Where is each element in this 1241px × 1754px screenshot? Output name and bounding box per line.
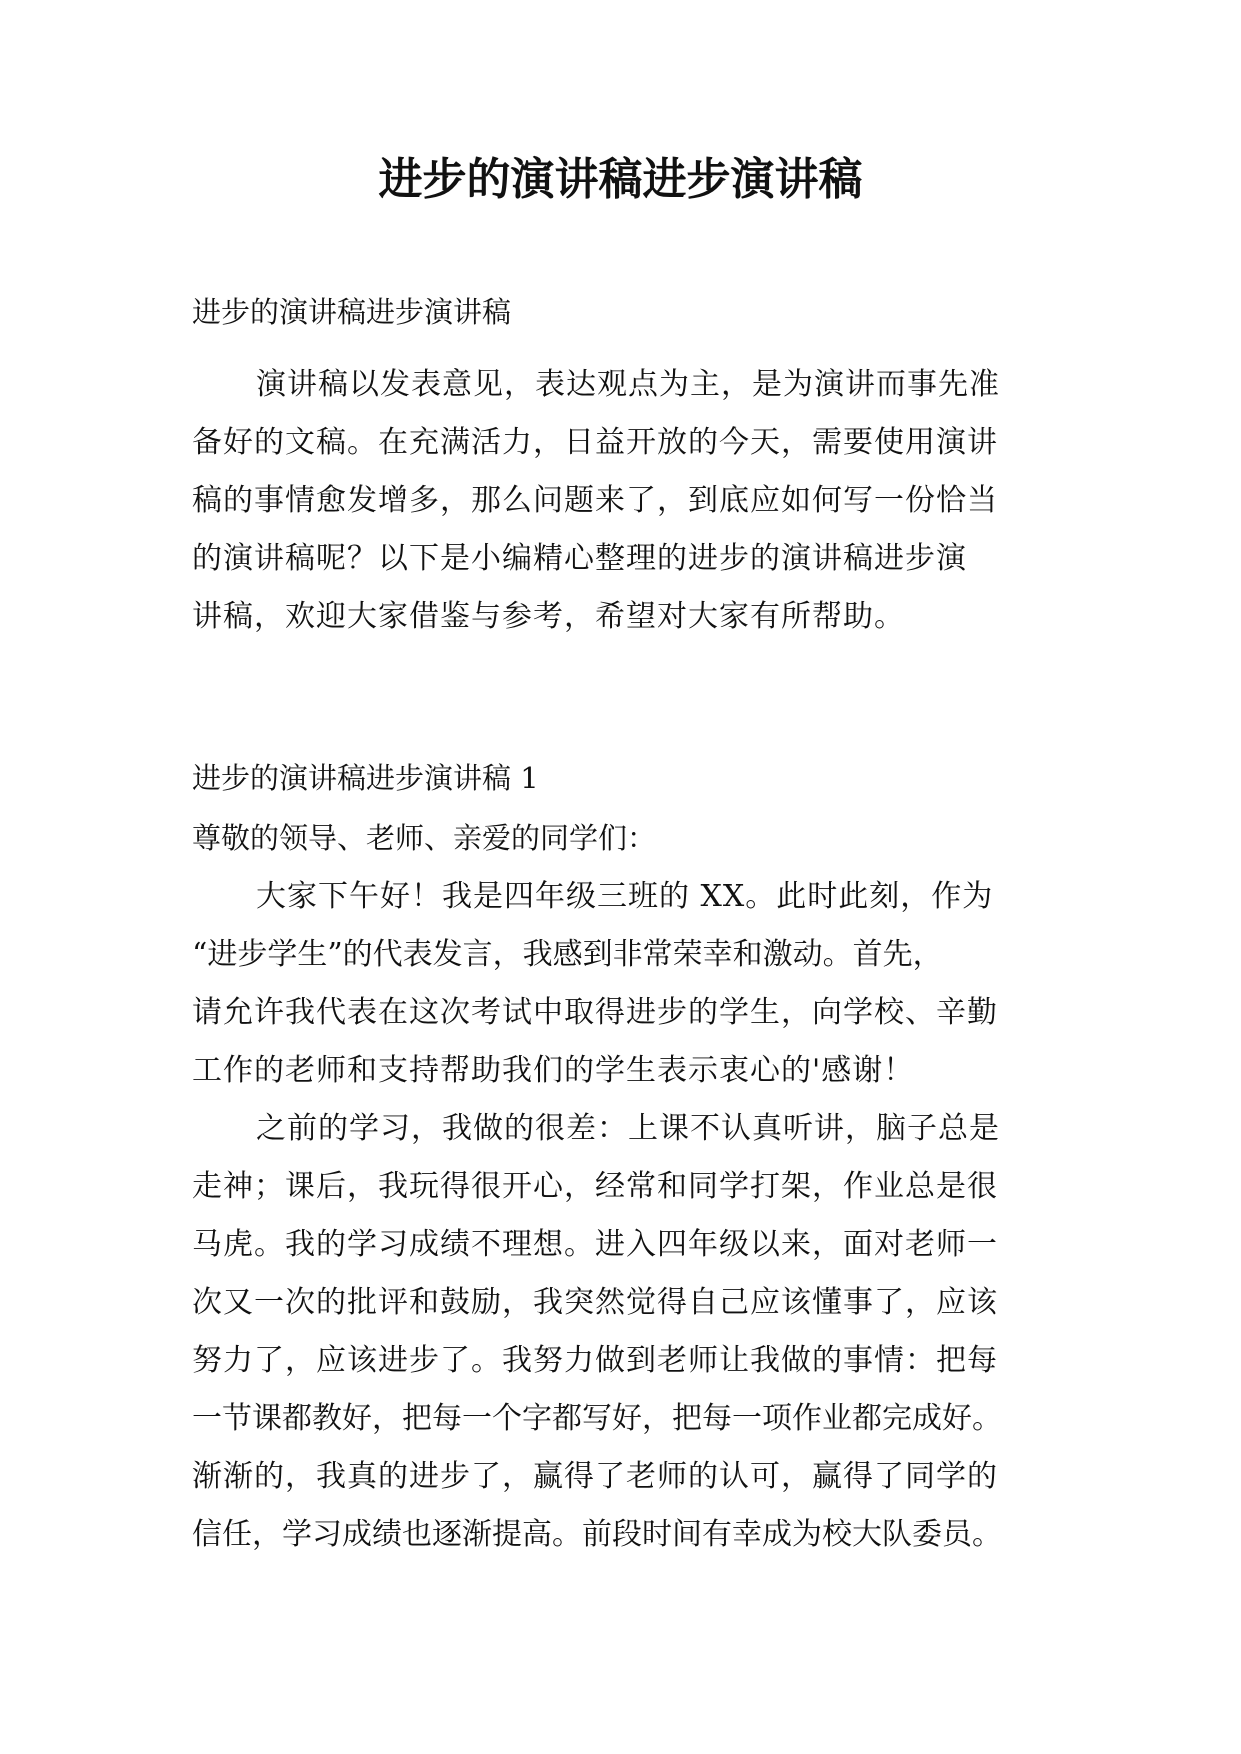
- paragraph-line: 一节课都教好，把每一个字都写好，把每一项作业都完成好。: [192, 1401, 1002, 1436]
- paragraph-line: 之前的学习，我做的很差：上课不认真听讲，脑子总是: [256, 1111, 1000, 1146]
- paragraph-line: 次又一次的批评和鼓励，我突然觉得自己应该懂事了，应该: [192, 1285, 998, 1320]
- paragraph-line: 马虎。我的学习成绩不理想。进入四年级以来，面对老师一: [192, 1227, 998, 1262]
- paragraph-line: 渐渐的，我真的进步了，赢得了老师的认可，赢得了同学的: [192, 1459, 998, 1494]
- paragraph-line: 工作的老师和支持帮助我们的学生表示衷心的'感谢！: [192, 1053, 915, 1088]
- paragraph-line: 努力了，应该进步了。我努力做到老师让我做的事情：把每: [192, 1343, 998, 1378]
- speech-paragraph-1: [192, 868, 1072, 1100]
- document-subtitle: 进步的演讲稿进步演讲稿: [192, 295, 512, 329]
- intro-line: 备好的文稿。在充满活力，日益开放的今天，需要使用演讲: [192, 425, 998, 460]
- intro-line: 演讲稿以发表意见，表达观点为主，是为演讲而事先准: [256, 367, 1000, 402]
- document-title: 进步的演讲稿进步演讲稿: [378, 154, 863, 205]
- paragraph-line: “进步学生”的代表发言，我感到非常荣幸和激动。首先，: [192, 937, 943, 972]
- section-heading: 进步的演讲稿进步演讲稿 1: [192, 761, 539, 795]
- salutation: 尊敬的领导、老师、亲爱的同学们：: [192, 821, 657, 855]
- intro-line: 稿的事情愈发增多，那么问题来了，到底应如何写一份恰当: [192, 483, 998, 518]
- speech-paragraph-2: [192, 1100, 1072, 1564]
- paragraph-line: 大家下午好！我是四年级三班的 XX。此时此刻，作为: [256, 879, 994, 914]
- intro-line: 的演讲稿呢？以下是小编精心整理的进步的演讲稿进步演: [192, 541, 967, 576]
- paragraph-line: 走神；课后，我玩得很开心，经常和同学打架，作业总是很: [192, 1169, 998, 1204]
- paragraph-line: 请允许我代表在这次考试中取得进步的学生，向学校、辛勤: [192, 995, 998, 1030]
- intro-line: 讲稿，欢迎大家借鉴与参考，希望对大家有所帮助。: [192, 599, 905, 634]
- paragraph-line: 信任，学习成绩也逐渐提高。前段时间有幸成为校大队委员。: [192, 1517, 1002, 1552]
- intro-paragraph: [192, 356, 1072, 646]
